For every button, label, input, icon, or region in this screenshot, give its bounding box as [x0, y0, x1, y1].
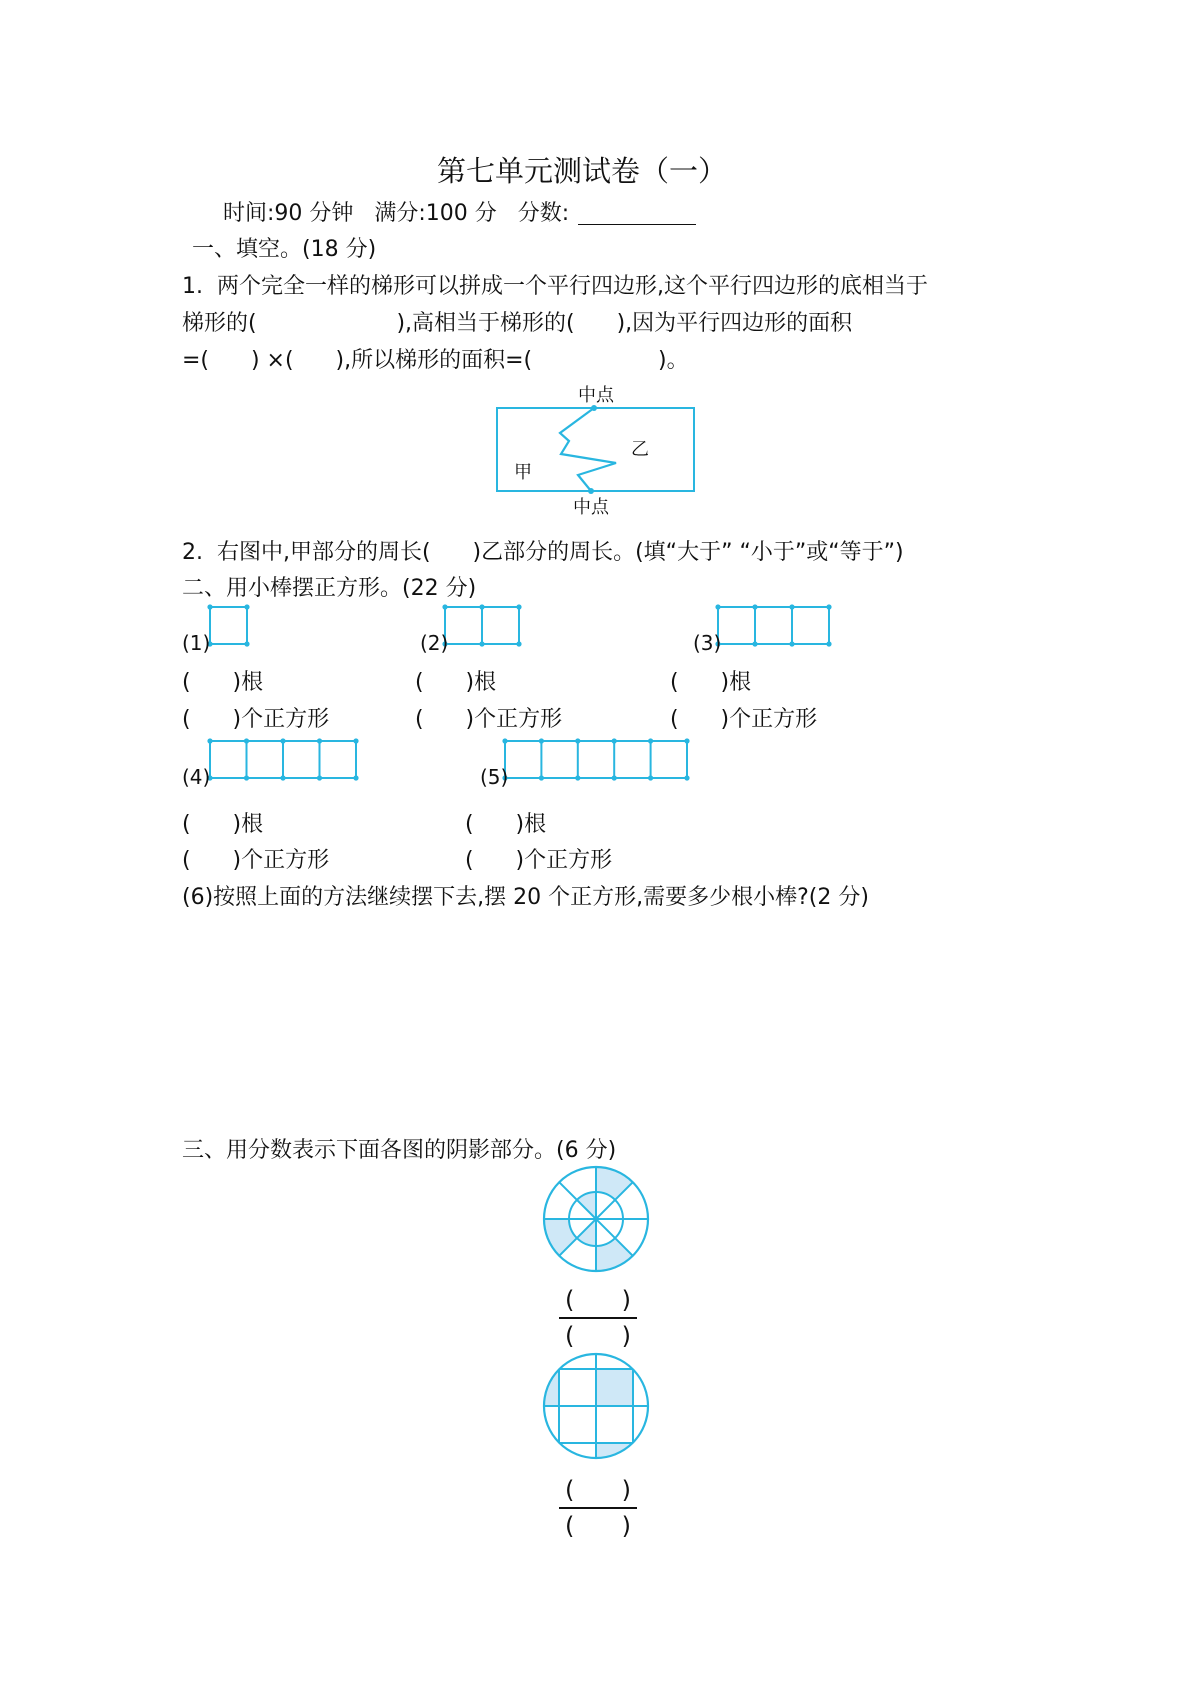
item-4-label: (4) [182, 765, 211, 789]
fraction-circle-2 [540, 1354, 648, 1463]
fraction-answer-1[interactable] [559, 1286, 637, 1350]
midpoint-label-top: 中点 [578, 385, 614, 406]
item-1-label: (1) [182, 631, 211, 655]
exam-info: 时间:90 分钟 满分:100 分 分数: [223, 201, 570, 226]
item-5-sticks: ( )根 [465, 812, 547, 837]
section1-heading: 一、填空。(18 分) [192, 237, 377, 262]
section2-heading: 二、用小棒摆正方形。(22 分) [182, 576, 477, 601]
stick-figure-2 [445, 607, 519, 644]
item-2-squares: ( )个正方形 [415, 707, 563, 732]
item-3-squares: ( )个正方形 [670, 707, 818, 732]
item-4-squares: ( )个正方形 [182, 848, 330, 873]
fraction-2-bar [559, 1507, 637, 1509]
item-2-label: (2) [420, 631, 449, 655]
midpoint-label-bottom: 中点 [573, 497, 609, 518]
section3-heading: 三、用分数表示下面各图的阴影部分。(6 分) [182, 1138, 617, 1163]
item-1-sticks: ( )根 [182, 670, 264, 695]
q1-line3: =( ) ×( ),所以梯形的面积=( )。 [182, 348, 689, 373]
fraction-1-bar [559, 1317, 637, 1319]
fraction-1-denominator[interactable]: ( ) [565, 1322, 631, 1350]
stick-figure-4 [210, 741, 356, 778]
page-title: 第七单元测试卷（一） [437, 154, 728, 188]
stick-figure-5 [505, 741, 687, 778]
q1-line2: 梯形的( ),高相当于梯形的( ),因为平行四边形的面积 [182, 311, 853, 336]
region-yi-label: 乙 [631, 439, 649, 460]
item-1-squares: ( )个正方形 [182, 707, 330, 732]
q2-text: 2. 右图中,甲部分的周长( )乙部分的周长。(填“大于” “小于”或“等于”) [182, 540, 904, 565]
fraction-2-numerator[interactable]: ( ) [565, 1476, 631, 1504]
fraction-answer-2[interactable] [559, 1476, 637, 1540]
fraction-1-numerator[interactable]: ( ) [565, 1286, 631, 1314]
q1-line1: 1. 两个完全一样的梯形可以拼成一个平行四边形,这个平行四边形的底相当于 [182, 274, 928, 299]
stick-figure-3 [718, 607, 829, 644]
fraction-circle-1 [544, 1167, 648, 1271]
item-3-label: (3) [693, 631, 722, 655]
stick-figure-1 [210, 607, 247, 644]
item-5-label: (5) [480, 765, 509, 789]
item-2-sticks: ( )根 [415, 670, 497, 695]
region-jia-label: 甲 [514, 462, 532, 483]
item-5-squares: ( )个正方形 [465, 848, 613, 873]
q6-text: (6)按照上面的方法继续摆下去,摆 20 个正方形,需要多少根小棒?(2 分) [182, 885, 869, 910]
item-3-sticks: ( )根 [670, 670, 752, 695]
item-4-sticks: ( )根 [182, 812, 264, 837]
fraction-2-denominator[interactable]: ( ) [565, 1512, 631, 1540]
